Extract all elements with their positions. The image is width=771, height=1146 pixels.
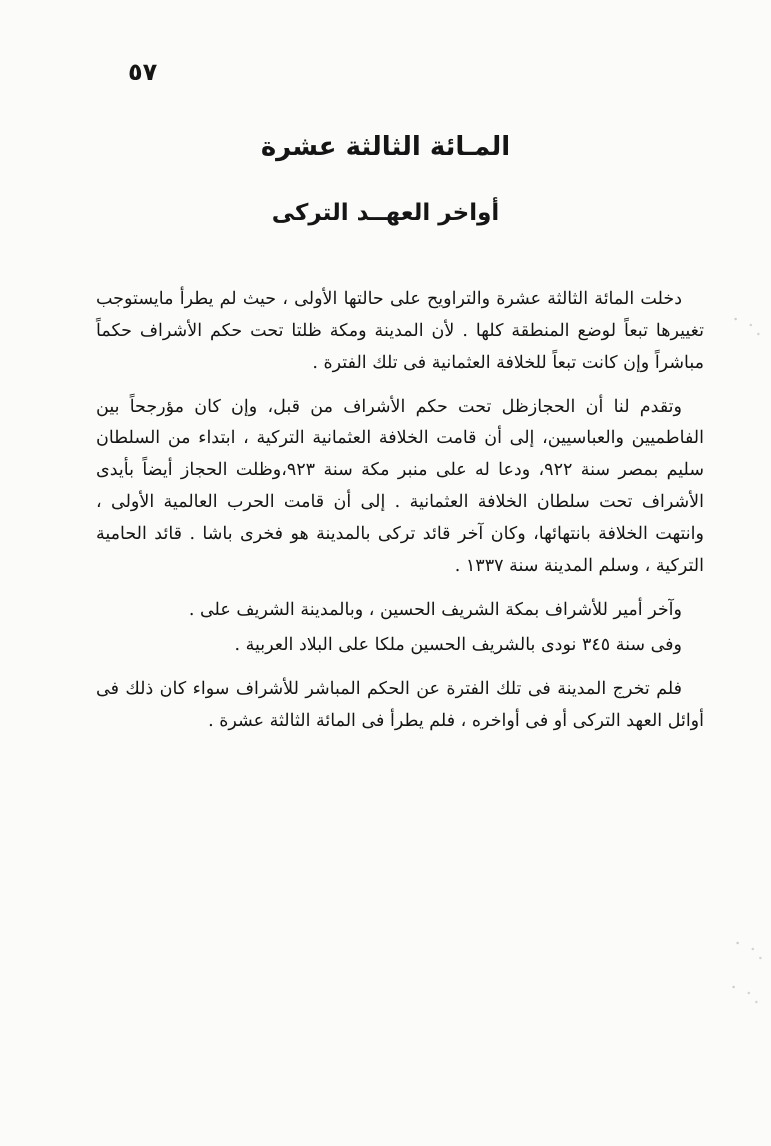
scan-speck — [730, 934, 768, 964]
chapter-subtitle: أواخر العهــد التركى — [271, 200, 500, 226]
page-number: ٥٧ — [128, 58, 158, 86]
scan-speck — [728, 310, 766, 340]
body-text — [96, 284, 704, 738]
paragraph-5: فلم تخرج المدينة فى تلك الفترة عن الحكم المباشر للأشراف سواء كان ذلك فى أوائل العهد التركى أو فى أواخره ، فلم يطرأ فى المائة الثالثة عشرة . — [96, 679, 704, 732]
chapter-title: المـائة الثالثة عشرة — [260, 132, 511, 162]
paragraph-1: دخلت المائة الثالثة عشرة والتراويح على حالتها الأولى ، حيث لم يطرأ مايستوجب تغييرها تبعاً لوضع المنطقة كلها . لأن المدينة ومكة ظلتا تحت حكم الأشراف حكماً مباشراً وإن كانت تبعاً للخلافة العثمانية فى تلك الفترة . — [96, 289, 704, 373]
paragraph-4: وفى سنة ٣٤٥ نودى بالشريف الحسين ملكا على البلاد العربية . — [234, 635, 682, 656]
paragraph-2: وتقدم لنا أن الحجازظل تحت حكم الأشراف من قبل، وإن كان مؤرجحاً بين الفاطميين والعباسيين، إلى أن قامت الخلافة العثمانية التركية ، ابتداء من السلطان سليم بمصر سنة ٩٢٢، ودعا له على منبر مكة سنة ٩٢٣،وظلت الحجاز أيضاً بأيدى الأشراف تحت سلطان الخلافة العثمانية . إلى أن قامت الحرب العالمية الأولى ، وانتهت الخلافة بانتهائها، وكان آخر قائد تركى بالمدينة هو فخرى باشا . قائد الحامية التركية ، وسلم المدينة سنة ١٣٣٧ . — [96, 396, 704, 576]
scan-speck — [726, 978, 764, 1008]
paragraph-3: وآخر أمير للأشراف بمكة الشريف الحسين ، وبالمدينة الشريف على . — [188, 599, 682, 620]
